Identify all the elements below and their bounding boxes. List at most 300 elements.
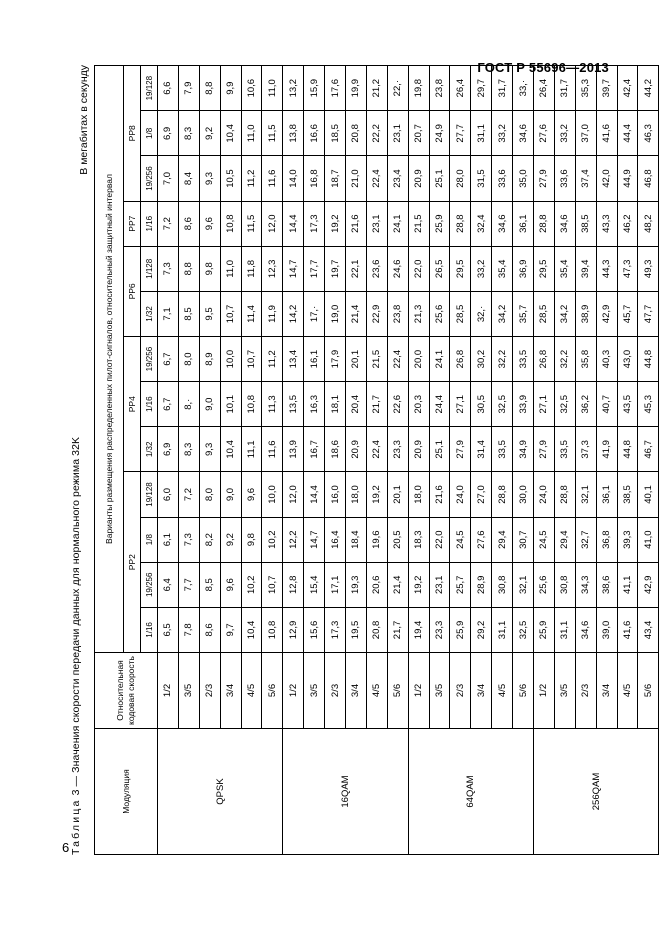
rate-value-cell: 10,0: [220, 337, 241, 382]
rate-value-cell: 8,·: [178, 382, 199, 427]
rate-value-cell: 6,0: [158, 472, 179, 517]
rate-value-cell: 9,2: [199, 111, 220, 156]
rate-value-cell: 21,6: [429, 472, 450, 517]
rate-value-cell: 20,1: [346, 337, 367, 382]
rate-value-cell: 32,2: [554, 337, 575, 382]
code-rate-cell: 4/5: [366, 653, 387, 729]
rate-value-cell: 41,6: [617, 607, 638, 652]
rate-value-cell: 36,2: [575, 382, 596, 427]
rate-value-cell: 25,9: [534, 607, 555, 652]
rate-value-cell: 23,8: [429, 66, 450, 111]
rate-value-cell: 23,6: [366, 246, 387, 291]
rate-value-cell: 31,1: [471, 111, 492, 156]
interval-header: 1/16: [141, 201, 158, 246]
rate-value-cell: 8,5: [199, 562, 220, 607]
rate-value-cell: 17,9: [325, 337, 346, 382]
rate-value-cell: 11,6: [262, 427, 283, 472]
rate-value-cell: 10,8: [220, 201, 241, 246]
rate-value-cell: 11,2: [262, 337, 283, 382]
rate-value-cell: 13,2: [283, 66, 304, 111]
rate-value-cell: 35,3: [575, 66, 596, 111]
rate-value-cell: 12,3: [262, 246, 283, 291]
rate-value-cell: 29,5: [534, 246, 555, 291]
rate-value-cell: 15,4: [304, 562, 325, 607]
rate-value-cell: 20,7: [408, 111, 429, 156]
rate-value-cell: 8,6: [178, 201, 199, 246]
rate-value-cell: 9,7: [220, 607, 241, 652]
code-rate-cell: 3/5: [178, 653, 199, 729]
rate-value-cell: 23,1: [366, 201, 387, 246]
rate-value-cell: 41,9: [596, 427, 617, 472]
rate-value-cell: 39,4: [575, 246, 596, 291]
rate-value-cell: 7,2: [178, 472, 199, 517]
rate-value-cell: 10,4: [241, 607, 262, 652]
code-rate-cell: 3/5: [554, 653, 575, 729]
rate-value-cell: 43,0: [617, 337, 638, 382]
modulation-cell: 16QAM: [283, 729, 408, 855]
code-rate-header: Относительная кодовая скорость: [95, 653, 158, 729]
rate-value-cell: 25,9: [450, 607, 471, 652]
table-row: [283, 66, 304, 855]
rate-value-cell: 18,4: [346, 517, 367, 562]
rate-value-cell: 9,8: [241, 517, 262, 562]
rate-value-cell: 19,7: [325, 246, 346, 291]
rate-value-cell: 11,6: [262, 156, 283, 201]
rate-value-cell: 23,1: [387, 111, 408, 156]
code-rate-cell: 1/2: [158, 653, 179, 729]
pattern-header: PP7: [124, 201, 141, 246]
rate-value-cell: 11,0: [262, 66, 283, 111]
code-rate-cell: 2/3: [450, 653, 471, 729]
rate-value-cell: 22,4: [387, 337, 408, 382]
rate-value-cell: 22,4: [366, 156, 387, 201]
rate-value-cell: 6,7: [158, 382, 179, 427]
rate-value-cell: 8,2: [199, 517, 220, 562]
rate-value-cell: 33,2: [471, 246, 492, 291]
rate-value-cell: 21,6: [346, 201, 367, 246]
rate-value-cell: 33,5: [492, 427, 513, 472]
interval-header: 1/16: [141, 607, 158, 652]
rate-value-cell: 28,5: [450, 291, 471, 336]
interval-header: 19/256: [141, 156, 158, 201]
rate-value-cell: 27,6: [534, 111, 555, 156]
rate-value-cell: 7,7: [178, 562, 199, 607]
rate-value-cell: 33,6: [554, 156, 575, 201]
rate-value-cell: 40,3: [596, 337, 617, 382]
rate-value-cell: 25,6: [534, 562, 555, 607]
rate-value-cell: 39,7: [596, 66, 617, 111]
rate-value-cell: 20,0: [408, 337, 429, 382]
rate-value-cell: 12,2: [283, 517, 304, 562]
rate-value-cell: 15,6: [304, 607, 325, 652]
rate-value-cell: 10,5: [220, 156, 241, 201]
rate-value-cell: 26,8: [450, 337, 471, 382]
rate-value-cell: 40,1: [638, 472, 659, 517]
rate-value-cell: 42,4: [617, 66, 638, 111]
pattern-header: PP6: [124, 246, 141, 336]
rate-value-cell: 35,7: [513, 291, 534, 336]
rate-value-cell: 8,0: [199, 472, 220, 517]
rate-value-cell: 32,5: [513, 607, 534, 652]
rate-value-cell: 20,9: [408, 427, 429, 472]
rate-value-cell: 11,5: [262, 111, 283, 156]
rate-value-cell: 33,5: [554, 427, 575, 472]
rate-value-cell: 20,5: [387, 517, 408, 562]
rate-value-cell: 40,7: [596, 382, 617, 427]
pattern-header: PP8: [124, 66, 141, 202]
rate-value-cell: 39,3: [617, 517, 638, 562]
rate-value-cell: 29,5: [450, 246, 471, 291]
interval-header: 19/128: [141, 472, 158, 517]
rate-value-cell: 20,4: [346, 382, 367, 427]
rate-value-cell: 44,4: [617, 111, 638, 156]
rate-value-cell: 16,1: [304, 337, 325, 382]
rate-value-cell: 7,0: [158, 156, 179, 201]
rate-value-cell: 28,8: [554, 472, 575, 517]
rate-value-cell: 22,2: [366, 111, 387, 156]
caption-row: [68, 65, 92, 855]
rate-value-cell: 26,4: [450, 66, 471, 111]
rate-value-cell: 27,9: [534, 156, 555, 201]
rate-value-cell: 22,1: [346, 246, 367, 291]
code-rate-cell: 3/4: [220, 653, 241, 729]
rate-value-cell: 8,4: [178, 156, 199, 201]
rate-value-cell: 27,1: [450, 382, 471, 427]
rate-value-cell: 19,9: [346, 66, 367, 111]
interval-header: 1/128: [141, 246, 158, 291]
rate-value-cell: 19,0: [325, 291, 346, 336]
rate-value-cell: 20,9: [346, 427, 367, 472]
rate-value-cell: 11,4: [241, 291, 262, 336]
rate-value-cell: 34,3: [575, 562, 596, 607]
rate-value-cell: 7,9: [178, 66, 199, 111]
rate-value-cell: 11,8: [241, 246, 262, 291]
rate-value-cell: 9,0: [199, 382, 220, 427]
rate-value-cell: 46,7: [638, 427, 659, 472]
rate-value-cell: 8,9: [199, 337, 220, 382]
rate-value-cell: 9,3: [199, 156, 220, 201]
rate-value-cell: 17,7: [304, 246, 325, 291]
rate-value-cell: 14,4: [304, 472, 325, 517]
rate-value-cell: 34,6: [575, 607, 596, 652]
rate-value-cell: 19,2: [408, 562, 429, 607]
rate-value-cell: 16,3: [304, 382, 325, 427]
rate-value-cell: 33,5: [513, 337, 534, 382]
modulation-header: Модуляция: [95, 729, 158, 855]
rate-value-cell: 34,6: [513, 111, 534, 156]
rate-value-cell: 10,2: [262, 517, 283, 562]
rate-value-cell: 19,4: [408, 607, 429, 652]
rate-value-cell: 26,8: [534, 337, 555, 382]
interval-header: 19/256: [141, 337, 158, 382]
rate-value-cell: 29,4: [554, 517, 575, 562]
rate-value-cell: 9,9: [220, 66, 241, 111]
rate-value-cell: 35,4: [492, 246, 513, 291]
rate-value-cell: 11,0: [241, 111, 262, 156]
rate-value-cell: 8,3: [178, 427, 199, 472]
code-rate-cell: 3/4: [596, 653, 617, 729]
rate-value-cell: 42,0: [596, 156, 617, 201]
rate-value-cell: 14,0: [283, 156, 304, 201]
rate-value-cell: 25,1: [429, 156, 450, 201]
rate-value-cell: 27,0: [471, 472, 492, 517]
rate-value-cell: 32,1: [513, 562, 534, 607]
rate-value-cell: 25,9: [429, 201, 450, 246]
rate-value-cell: 43,5: [617, 382, 638, 427]
rate-value-cell: 27,9: [534, 427, 555, 472]
rate-value-cell: 19,2: [366, 472, 387, 517]
rate-value-cell: 21,3: [408, 291, 429, 336]
rate-value-cell: 19,6: [366, 517, 387, 562]
rate-value-cell: 8,6: [199, 607, 220, 652]
rate-value-cell: 21,2: [366, 66, 387, 111]
modulation-cell: 64QAM: [408, 729, 533, 855]
rate-value-cell: 23,3: [429, 607, 450, 652]
rate-value-cell: 9,6: [199, 201, 220, 246]
rate-value-cell: 13,5: [283, 382, 304, 427]
rate-value-cell: 28,8: [450, 201, 471, 246]
interval-header: 1/32: [141, 291, 158, 336]
rate-value-cell: 35,8: [575, 337, 596, 382]
rate-value-cell: 10,1: [220, 382, 241, 427]
rate-value-cell: 19,8: [408, 66, 429, 111]
rate-value-cell: 31,7: [492, 66, 513, 111]
rate-value-cell: 36,9: [513, 246, 534, 291]
variants-header: Варианты размещения распределенных пилот-сигналов, относительный защитный интервал: [95, 66, 124, 653]
rate-value-cell: 18,1: [325, 382, 346, 427]
pattern-header: PP4: [124, 337, 141, 472]
rate-value-cell: 42,9: [596, 291, 617, 336]
rate-value-cell: 21,5: [408, 201, 429, 246]
rate-value-cell: 14,7: [304, 517, 325, 562]
rate-value-cell: 16,4: [325, 517, 346, 562]
rate-value-cell: 33,2: [554, 111, 575, 156]
rate-value-cell: 23,4: [387, 156, 408, 201]
rate-value-cell: 22,6: [387, 382, 408, 427]
code-rate-cell: 3/4: [346, 653, 367, 729]
standard-header: ГОСТ Р 55696—2013: [477, 60, 609, 75]
code-rate-cell: 3/5: [304, 653, 325, 729]
rate-value-cell: 20,9: [408, 156, 429, 201]
rate-value-cell: 28,9: [471, 562, 492, 607]
rate-value-cell: 9,6: [220, 562, 241, 607]
rate-value-cell: 17,3: [304, 201, 325, 246]
table-caption-label: Таблица: [70, 798, 82, 855]
code-rate-cell: 5/6: [262, 653, 283, 729]
modulation-cell: 256QAM: [534, 729, 659, 855]
rate-value-cell: 9,5: [199, 291, 220, 336]
rate-value-cell: 19,2: [325, 201, 346, 246]
rate-value-cell: 31,5: [471, 156, 492, 201]
rate-value-cell: 13,9: [283, 427, 304, 472]
rate-value-cell: 6,4: [158, 562, 179, 607]
page-number: 6: [62, 840, 70, 855]
rate-value-cell: 10,4: [220, 427, 241, 472]
code-rate-cell: 5/6: [638, 653, 659, 729]
code-rate-cell: 3/5: [429, 653, 450, 729]
rate-value-cell: 6,9: [158, 427, 179, 472]
rate-value-cell: 33,·: [513, 66, 534, 111]
rate-value-cell: 24,5: [450, 517, 471, 562]
rate-value-cell: 12,8: [283, 562, 304, 607]
rate-value-cell: 24,5: [534, 517, 555, 562]
rate-value-cell: 29,2: [471, 607, 492, 652]
rate-value-cell: 38,5: [617, 472, 638, 517]
rate-value-cell: 25,1: [429, 427, 450, 472]
rate-value-cell: 18,5: [325, 111, 346, 156]
rate-value-cell: 13,8: [283, 111, 304, 156]
rate-value-cell: 16,6: [304, 111, 325, 156]
rate-value-cell: 44,8: [617, 427, 638, 472]
code-rate-cell: 4/5: [617, 653, 638, 729]
rate-value-cell: 35,4: [554, 246, 575, 291]
rate-value-cell: 41,1: [617, 562, 638, 607]
table-caption-text: 3 — Значения скорости передачи данных для нормального режима 32K: [70, 436, 82, 799]
code-rate-cell: 2/3: [575, 653, 596, 729]
rate-value-cell: 30,8: [492, 562, 513, 607]
rate-value-cell: 8,0: [178, 337, 199, 382]
rate-value-cell: 10,0: [262, 472, 283, 517]
rate-value-cell: 38,6: [596, 562, 617, 607]
rate-value-cell: 36,1: [596, 472, 617, 517]
rate-value-cell: 28,0: [450, 156, 471, 201]
data-rate-table: [94, 65, 659, 855]
rate-value-cell: 41,0: [638, 517, 659, 562]
rate-value-cell: 32,4: [471, 201, 492, 246]
rate-value-cell: 10,7: [220, 291, 241, 336]
rate-value-cell: 26,5: [429, 246, 450, 291]
rate-value-cell: 7,3: [178, 517, 199, 562]
rate-value-cell: 19,5: [346, 607, 367, 652]
rate-value-cell: 21,0: [346, 156, 367, 201]
pattern-header: PP2: [124, 472, 141, 653]
rate-value-cell: 27,9: [450, 427, 471, 472]
rate-value-cell: 18,6: [325, 427, 346, 472]
rate-value-cell: 7,8: [178, 607, 199, 652]
rate-value-cell: 20,8: [346, 111, 367, 156]
rate-value-cell: 7,1: [158, 291, 179, 336]
rate-value-cell: 13,4: [283, 337, 304, 382]
rate-value-cell: 25,6: [429, 291, 450, 336]
rotated-table-block: [68, 65, 654, 855]
rate-value-cell: 12,0: [283, 472, 304, 517]
code-rate-cell: 3/4: [471, 653, 492, 729]
rate-value-cell: 21,4: [346, 291, 367, 336]
rate-value-cell: 11,3: [262, 382, 283, 427]
rate-value-cell: 43,3: [596, 201, 617, 246]
table-row: [158, 66, 179, 855]
code-rate-cell: 2/3: [325, 653, 346, 729]
rate-value-cell: 26,4: [534, 66, 555, 111]
code-rate-cell: 1/2: [283, 653, 304, 729]
rate-value-cell: 10,7: [262, 562, 283, 607]
rate-value-cell: 31,7: [554, 66, 575, 111]
rate-value-cell: 28,8: [534, 201, 555, 246]
rate-value-cell: 14,7: [283, 246, 304, 291]
rate-value-cell: 18,0: [346, 472, 367, 517]
rate-value-cell: 21,7: [387, 607, 408, 652]
rate-value-cell: 42,9: [638, 562, 659, 607]
units-note: В мегабитах в секунду: [78, 65, 90, 175]
rate-value-cell: 36,1: [513, 201, 534, 246]
rate-value-cell: 37,0: [575, 111, 596, 156]
rate-value-cell: 33,2: [492, 111, 513, 156]
interval-header: 1/32: [141, 427, 158, 472]
rate-value-cell: 10,8: [241, 382, 262, 427]
rate-value-cell: 44,2: [638, 66, 659, 111]
rate-value-cell: 32,7: [575, 517, 596, 562]
rate-value-cell: 6,7: [158, 337, 179, 382]
rate-value-cell: 14,4: [283, 201, 304, 246]
rate-value-cell: 12,9: [283, 607, 304, 652]
rate-value-cell: 32,·: [471, 291, 492, 336]
rate-value-cell: 29,7: [471, 66, 492, 111]
table-caption: [70, 437, 82, 855]
rate-value-cell: 18,7: [325, 156, 346, 201]
rate-value-cell: 9,0: [220, 472, 241, 517]
rate-value-cell: 32,5: [492, 382, 513, 427]
rate-value-cell: 47,3: [617, 246, 638, 291]
rate-value-cell: 45,3: [638, 382, 659, 427]
rate-value-cell: 6,1: [158, 517, 179, 562]
rate-value-cell: 23,8: [387, 291, 408, 336]
interval-header: 1/16: [141, 382, 158, 427]
interval-header: 19/256: [141, 562, 158, 607]
rate-value-cell: 16,7: [304, 427, 325, 472]
rate-value-cell: 21,4: [387, 562, 408, 607]
code-rate-cell: 4/5: [492, 653, 513, 729]
rate-value-cell: 10,7: [241, 337, 262, 382]
rate-value-cell: 34,6: [492, 201, 513, 246]
rate-value-cell: 16,8: [304, 156, 325, 201]
rate-value-cell: 30,2: [471, 337, 492, 382]
rate-value-cell: 11,9: [262, 291, 283, 336]
rate-value-cell: 15,9: [304, 66, 325, 111]
rate-value-cell: 32,5: [554, 382, 575, 427]
rate-value-cell: 24,9: [429, 111, 450, 156]
rate-value-cell: 46,3: [638, 111, 659, 156]
rate-value-cell: 44,3: [596, 246, 617, 291]
rate-value-cell: 17,·: [304, 291, 325, 336]
code-rate-cell: 5/6: [513, 653, 534, 729]
rate-value-cell: 22,·: [387, 66, 408, 111]
rate-value-cell: 27,6: [471, 517, 492, 562]
rate-value-cell: 46,2: [617, 201, 638, 246]
rate-value-cell: 6,6: [158, 66, 179, 111]
rate-value-cell: 12,0: [262, 201, 283, 246]
header-row-1: [95, 66, 124, 855]
rate-value-cell: 44,9: [617, 156, 638, 201]
rate-value-cell: 11,5: [241, 201, 262, 246]
rate-value-cell: 24,4: [429, 382, 450, 427]
rate-value-cell: 11,1: [241, 427, 262, 472]
rate-value-cell: 37,4: [575, 156, 596, 201]
code-rate-cell: 2/3: [199, 653, 220, 729]
rate-value-cell: 36,8: [596, 517, 617, 562]
rate-value-cell: 6,5: [158, 607, 179, 652]
rate-value-cell: 34,2: [554, 291, 575, 336]
rate-value-cell: 23,3: [387, 427, 408, 472]
rate-value-cell: 10,8: [262, 607, 283, 652]
rate-value-cell: 46,8: [638, 156, 659, 201]
interval-header: 1/8: [141, 517, 158, 562]
rate-value-cell: 10,6: [241, 66, 262, 111]
rate-value-cell: 21,5: [366, 337, 387, 382]
rate-value-cell: 19,3: [346, 562, 367, 607]
rate-value-cell: 8,8: [178, 246, 199, 291]
rate-value-cell: 22,0: [429, 517, 450, 562]
rate-value-cell: 9,6: [241, 472, 262, 517]
